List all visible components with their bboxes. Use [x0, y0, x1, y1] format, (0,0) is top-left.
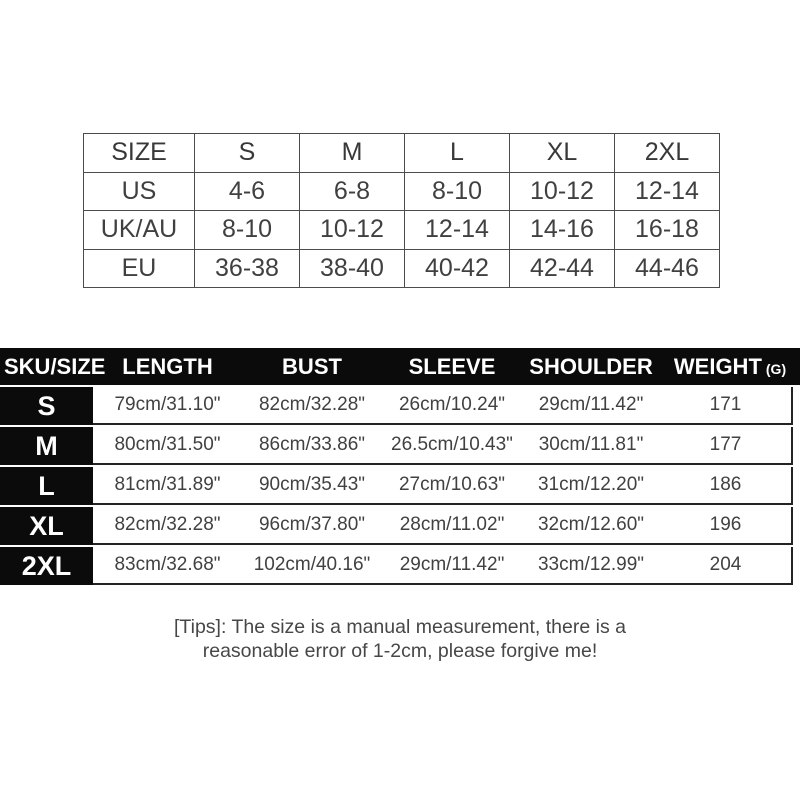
weight-value: 196: [709, 514, 742, 535]
sleeve-value: 27cm/10.63": [398, 474, 506, 495]
conv-cell: 10-12: [300, 211, 405, 250]
conv-header-l: L: [405, 134, 510, 173]
conv-header-2xl: 2XL: [615, 134, 720, 173]
column-header-length: LENGTH: [122, 353, 213, 379]
column-header-weight: [660, 354, 800, 380]
conv-header-s: S: [195, 134, 300, 173]
weight-unit-label: (G): [765, 360, 787, 377]
shoulder-value: 31cm/12.20": [537, 474, 645, 495]
column-header-sku-size: SKU/SIZE: [4, 353, 106, 379]
size-label-cell: XL: [0, 507, 93, 545]
bust-value: 90cm/35.43": [258, 474, 366, 495]
size-conversion-table: [83, 133, 720, 288]
conv-cell: 12-14: [405, 211, 510, 250]
bust-value: 86cm/33.86": [258, 434, 366, 455]
sleeve-value: 29cm/11.42": [399, 554, 505, 575]
bust-value: 96cm/37.80": [258, 514, 366, 535]
column-header-shoulder: SHOULDER: [529, 353, 653, 379]
conv-cell: 36-38: [195, 249, 300, 288]
tips-line-2: reasonable error of 1-2cm, please forgive me!: [202, 640, 598, 662]
shoulder-value: 29cm/11.42": [538, 394, 644, 415]
weight-value: 171: [709, 394, 742, 415]
measurement-values: [93, 387, 793, 425]
measurement-values: [93, 547, 793, 585]
bust-value: 82cm/32.28": [258, 394, 366, 415]
conv-cell: 6-8: [300, 172, 405, 211]
length-value: 79cm/31.10": [114, 394, 221, 415]
weight-value: 186: [709, 474, 742, 495]
shoulder-value: 33cm/12.99": [537, 554, 645, 575]
conv-row-ukau: [84, 211, 720, 250]
tips-note: [0, 615, 800, 663]
sleeve-value: 28cm/11.02": [399, 514, 505, 535]
measurement-row-2xl: [0, 547, 800, 585]
length-value: 80cm/31.50": [114, 434, 221, 455]
conv-cell: 16-18: [615, 211, 720, 250]
conv-row-label: EU: [84, 249, 195, 288]
conv-header-m: M: [300, 134, 405, 173]
conv-cell: 10-12: [510, 172, 615, 211]
measurement-values: [93, 507, 793, 545]
measurement-table: [0, 348, 800, 585]
measurement-header-row: [0, 348, 800, 385]
conv-row-label: US: [84, 172, 195, 211]
size-label-cell: L: [0, 467, 93, 505]
tips-line-1: [Tips]: The size is a manual measurement, there is a: [174, 616, 626, 638]
measurement-row-l: [0, 467, 800, 505]
weight-value: 177: [709, 434, 742, 455]
measurement-row-m: [0, 427, 800, 465]
length-value: 82cm/32.28": [114, 514, 221, 535]
conv-cell: 44-46: [615, 249, 720, 288]
length-value: 83cm/32.68": [114, 554, 221, 575]
bust-value: 102cm/40.16": [253, 554, 371, 575]
conv-cell: 4-6: [195, 172, 300, 211]
column-header-sleeve: SLEEVE: [408, 353, 496, 379]
conv-cell: 42-44: [510, 249, 615, 288]
conv-cell: 8-10: [195, 211, 300, 250]
size-label-cell: S: [0, 387, 93, 425]
size-label-cell: 2XL: [0, 547, 93, 585]
conv-row-eu: [84, 249, 720, 288]
conv-cell: 14-16: [510, 211, 615, 250]
shoulder-value: 30cm/11.81": [538, 434, 644, 455]
conv-header-xl: XL: [510, 134, 615, 173]
measurement-row-s: [0, 387, 800, 425]
sleeve-value: 26.5cm/10.43": [391, 434, 513, 455]
conv-row-label: UK/AU: [84, 211, 195, 250]
length-value: 81cm/31.89": [114, 474, 221, 495]
sleeve-value: 26cm/10.24": [398, 394, 506, 415]
measurement-row-xl: [0, 507, 800, 545]
measurement-values: [93, 427, 793, 465]
measurement-values: [93, 467, 793, 505]
shoulder-value: 32cm/12.60": [537, 514, 645, 535]
conv-row-us: [84, 172, 720, 211]
conv-cell: 12-14: [615, 172, 720, 211]
weight-value: 204: [709, 554, 742, 575]
conv-cell: 40-42: [405, 249, 510, 288]
column-header-bust: BUST: [282, 353, 342, 379]
weight-label: WEIGHT: [673, 353, 762, 379]
conv-header-row: [84, 134, 720, 173]
size-label-cell: M: [0, 427, 93, 465]
conv-cell: 38-40: [300, 249, 405, 288]
conv-cell: 8-10: [405, 172, 510, 211]
conv-header-size: SIZE: [84, 134, 195, 173]
